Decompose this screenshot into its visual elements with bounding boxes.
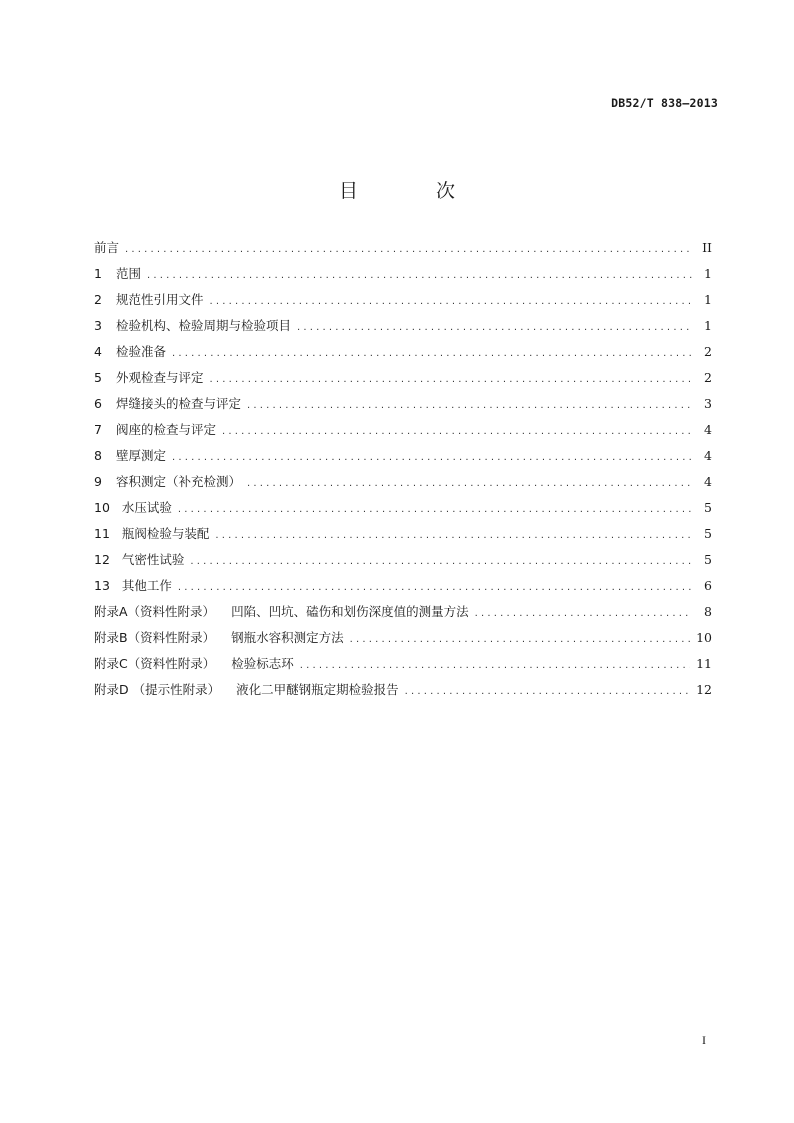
toc-entry-page: 1 — [704, 292, 712, 307]
toc-entry[interactable] — [94, 576, 712, 602]
toc-entry[interactable] — [94, 550, 712, 576]
toc-entry-number: 7 — [94, 422, 102, 437]
toc-entry-page: 1 — [704, 318, 712, 333]
toc-entry[interactable] — [94, 290, 712, 316]
toc-entry-title: 范围 — [115, 266, 141, 281]
toc-entry-appendix-label: 附录D （提示性附录） — [94, 682, 221, 697]
toc-entry[interactable] — [94, 498, 712, 524]
toc-entry-title: 液化二甲醚钢瓶定期检验报告 — [236, 682, 399, 697]
dot-leader — [125, 244, 692, 255]
toc-entry-title: 检验机构、检验周期与检验项目 — [115, 318, 291, 333]
toc-entry-page: 12 — [696, 682, 712, 697]
dot-leader — [405, 686, 690, 697]
toc-entry[interactable] — [94, 420, 712, 446]
toc-list — [94, 238, 712, 706]
toc-entry-page: 5 — [704, 526, 712, 541]
toc-entry[interactable] — [94, 394, 712, 420]
toc-entry-number: 5 — [94, 370, 102, 385]
dot-leader — [300, 660, 690, 671]
toc-entry-number: 8 — [94, 448, 102, 463]
toc-entry-number: 11 — [94, 526, 110, 541]
toc-entry-page: 5 — [704, 552, 712, 567]
toc-entry-title: 气密性试验 — [121, 552, 185, 567]
toc-entry-title: 前言 — [94, 240, 120, 255]
toc-entry[interactable] — [94, 472, 712, 498]
dot-leader — [247, 400, 692, 411]
toc-entry-number: 4 — [94, 344, 102, 359]
toc-entry-page: 8 — [704, 604, 712, 619]
toc-entry-page: 2 — [704, 370, 712, 385]
toc-entry-appendix-label: 附录A（资料性附录） — [94, 604, 216, 619]
toc-entry-page: 4 — [704, 474, 712, 489]
dot-leader — [209, 296, 692, 307]
toc-entry-title: 检验准备 — [115, 344, 166, 359]
toc-entry-appendix-label: 附录C（资料性附录） — [94, 656, 216, 671]
toc-entry-appendix-label: 附录B（资料性附录） — [94, 630, 216, 645]
toc-entry-number: 13 — [94, 578, 110, 593]
toc-entry-title: 其他工作 — [121, 578, 172, 593]
toc-entry-page: 11 — [696, 656, 712, 671]
toc-entry[interactable] — [94, 602, 712, 628]
toc-entry-title: 水压试验 — [121, 500, 172, 515]
toc-entry-title: 凹陷、凹坑、磕伤和划伤深度值的测量方法 — [231, 604, 469, 619]
dot-leader — [190, 556, 692, 567]
dot-leader — [297, 322, 692, 333]
toc-entry-number: 10 — [94, 500, 110, 515]
toc-entry-page: 4 — [704, 448, 712, 463]
toc-entry-number: 3 — [94, 318, 102, 333]
toc-entry-title: 检验标志环 — [231, 656, 294, 671]
dot-leader — [178, 504, 692, 515]
toc-entry-title: 钢瓶水容积测定方法 — [231, 630, 344, 645]
toc-entry-title: 壁厚测定 — [115, 448, 166, 463]
toc-entry-number: 12 — [94, 552, 110, 567]
toc-entry[interactable] — [94, 368, 712, 394]
toc-entry[interactable] — [94, 524, 712, 550]
page-number: I — [702, 1033, 706, 1047]
dot-leader — [172, 452, 692, 463]
toc-entry-number: 2 — [94, 292, 102, 307]
toc-entry-page: 1 — [704, 266, 712, 281]
dot-leader — [247, 478, 692, 489]
document-code: DB52/T 838—2013 — [611, 96, 718, 110]
dot-leader — [209, 374, 692, 385]
toc-entry[interactable] — [94, 316, 712, 342]
dot-leader — [222, 426, 692, 437]
toc-entry-title: 外观检查与评定 — [115, 370, 204, 385]
dot-leader — [172, 348, 692, 359]
dot-leader — [475, 608, 692, 619]
toc-entry-title: 规范性引用文件 — [115, 292, 204, 307]
dot-leader — [215, 530, 692, 541]
toc-entry-page: 2 — [704, 344, 712, 359]
dot-leader — [178, 582, 692, 593]
toc-entry[interactable] — [94, 654, 712, 680]
toc-entry-page: 3 — [704, 396, 712, 411]
toc-entry-number: 9 — [94, 474, 102, 489]
toc-entry-page: 10 — [696, 630, 712, 645]
toc-entry-page: 4 — [704, 422, 712, 437]
toc-entry-page: 6 — [704, 578, 712, 593]
toc-entry-page: II — [702, 240, 712, 255]
toc-entry[interactable] — [94, 342, 712, 368]
toc-entry[interactable] — [94, 680, 712, 706]
toc-entry-title: 阀座的检查与评定 — [115, 422, 216, 437]
toc-entry-number: 1 — [94, 266, 102, 281]
toc-entry[interactable] — [94, 446, 712, 472]
toc-entry[interactable] — [94, 264, 712, 290]
dot-leader — [350, 634, 691, 645]
toc-entry-title: 焊缝接头的检查与评定 — [115, 396, 241, 411]
toc-entry-title: 容积测定（补充检测） — [115, 474, 241, 489]
toc-entry-title: 瓶阀检验与装配 — [121, 526, 210, 541]
dot-leader — [147, 270, 692, 281]
toc-entry[interactable] — [94, 238, 712, 264]
toc-entry-number: 6 — [94, 396, 102, 411]
toc-entry[interactable] — [94, 628, 712, 654]
toc-entry-page: 5 — [704, 500, 712, 515]
page-title: 目 次 — [338, 180, 492, 202]
